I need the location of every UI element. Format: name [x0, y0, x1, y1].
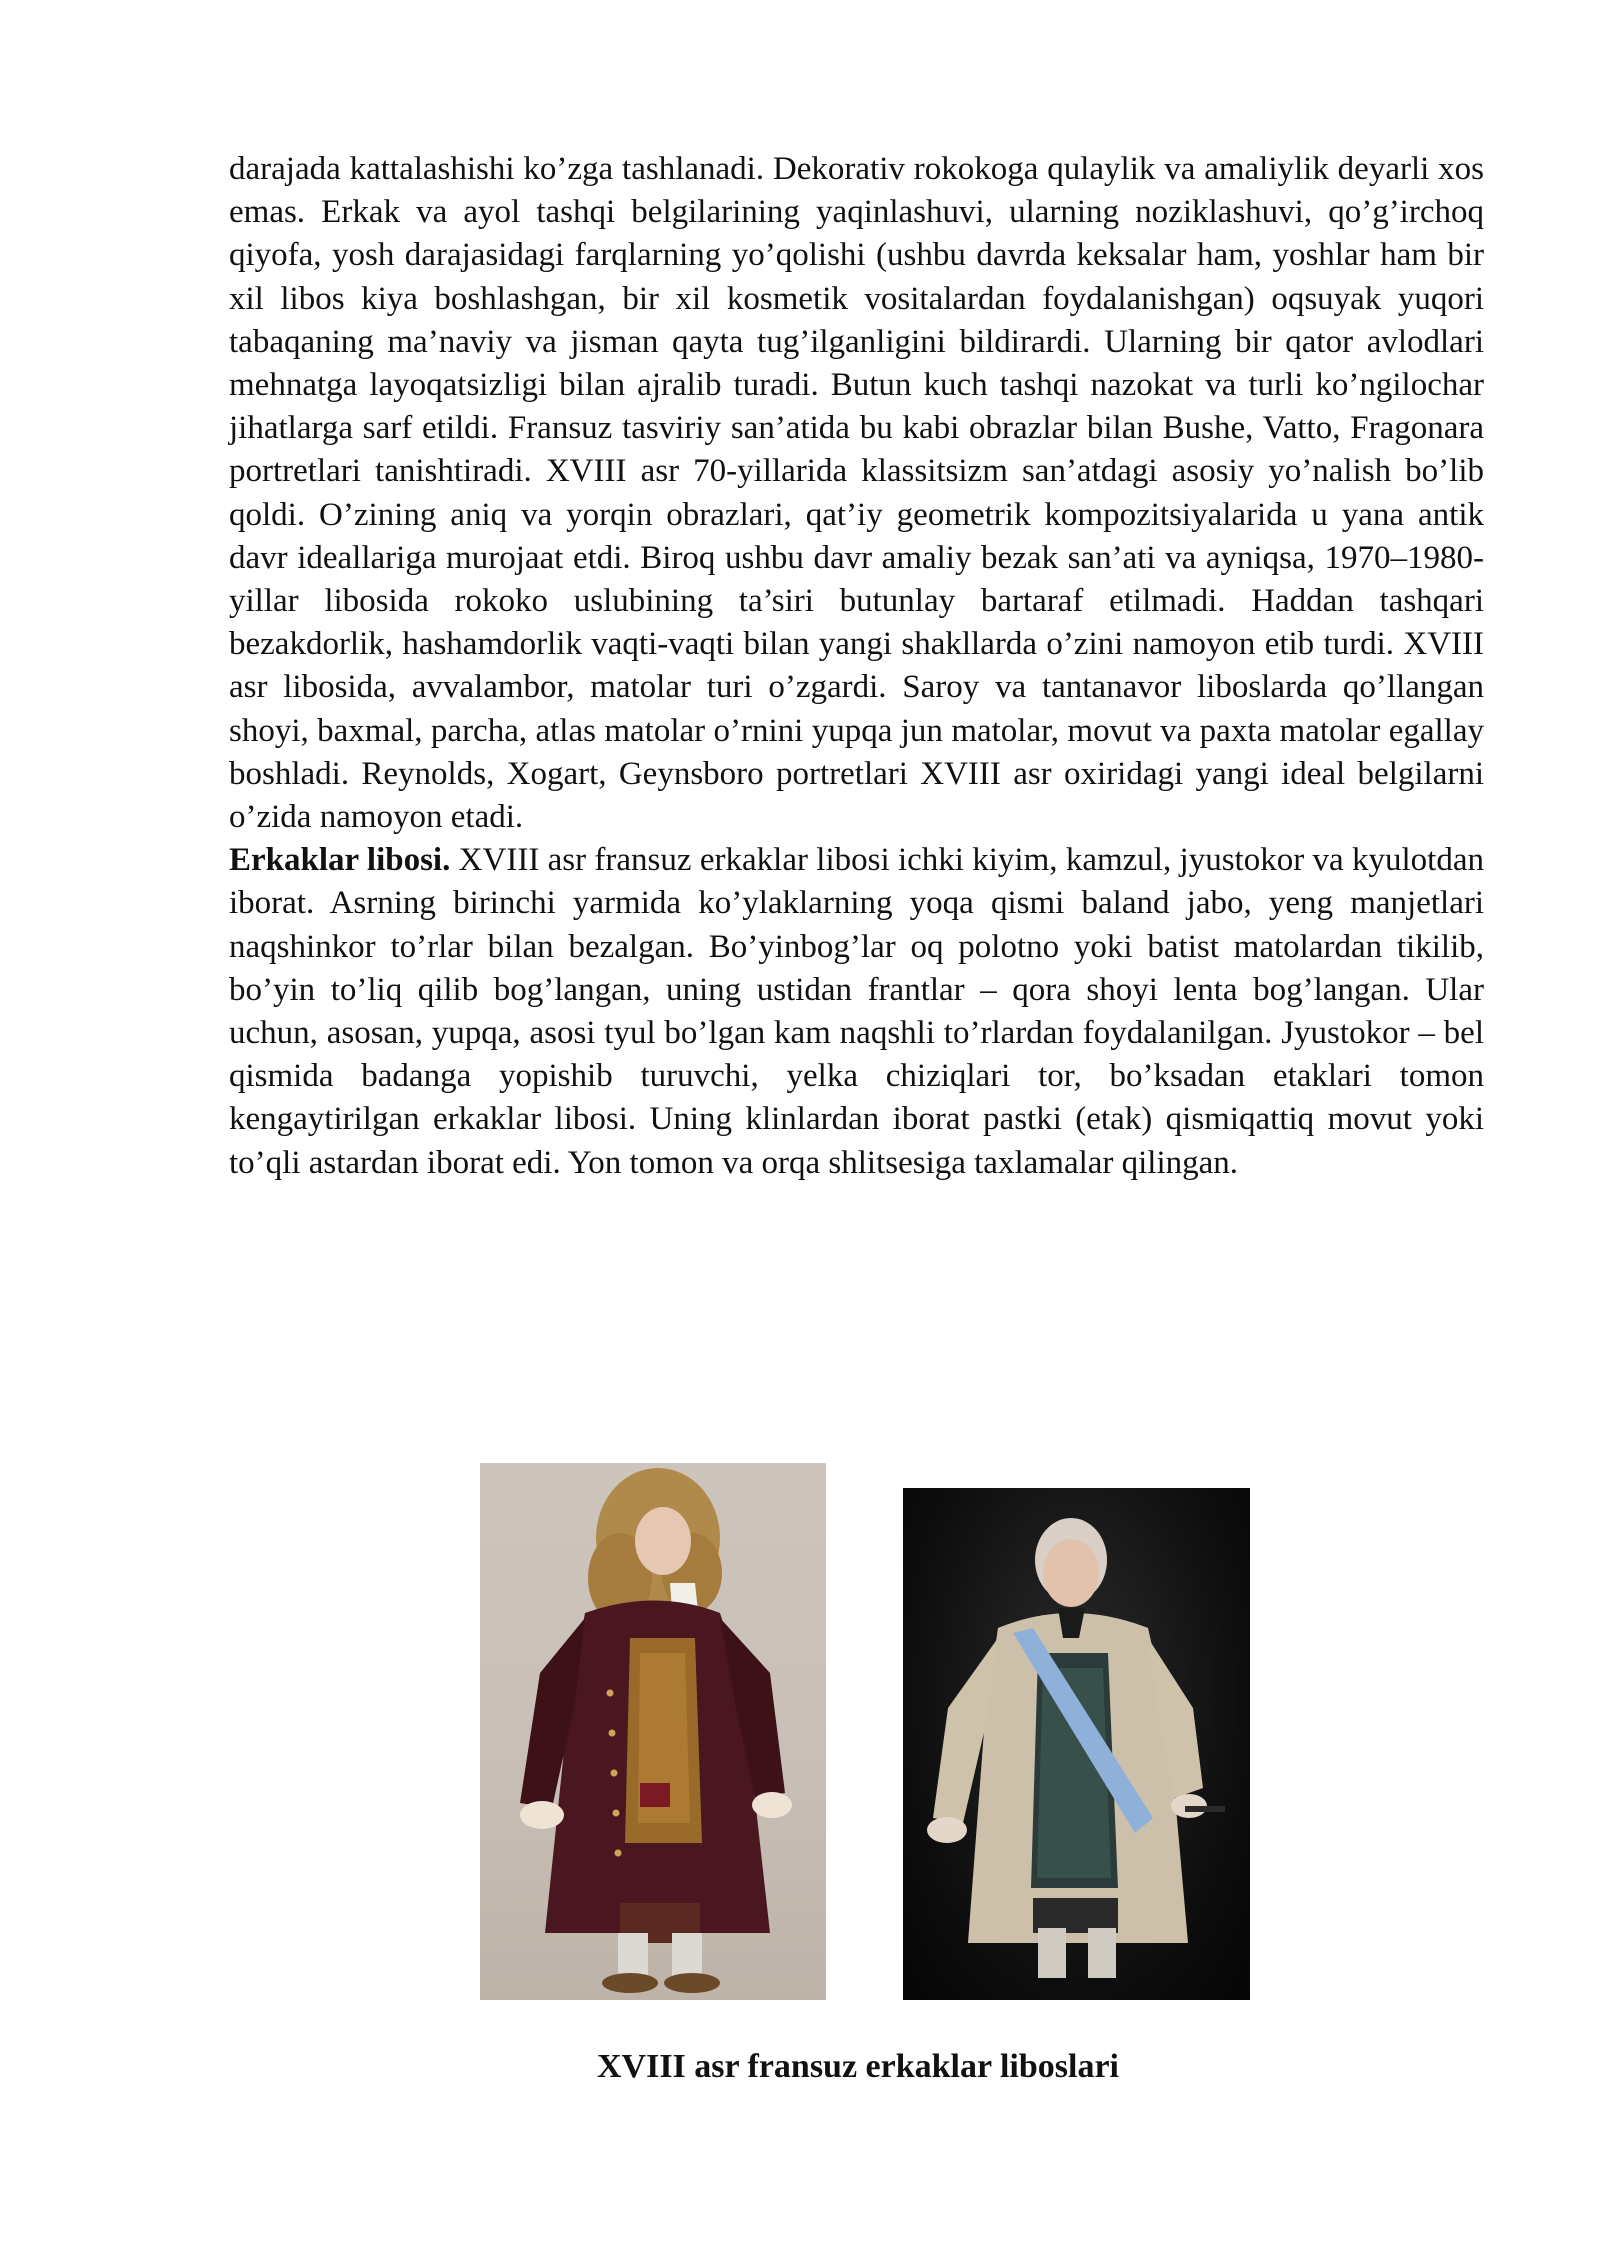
costume-illustration-left — [480, 1463, 826, 2000]
body-text — [229, 148, 1484, 1185]
figure-costume-brocade-coat — [903, 1488, 1250, 2000]
paragraph-men-clothing-body: XVIII asr fransuz erkaklar libosi ichki kiyim, kamzul, jyustokor va kyulotdan iborat. Asrning birinchi yarmida ko’ylaklarning yoqa qismi baland jabo, yeng manjetlari naqshinkor to’rlar bilan bezalgan. Bo’yinbog’lar oq polotno yoki batist matolardan tikilib, bo’yin to’liq qilib bog’langan, uning ustidan frantlar – qora shoyi lenta bog’langan. Ular uchun, asosan, yupqa, asosi tyul bo’lgan kam naqshli to’rlardan foydalanilgan. Jyustokor – bel qismida badanga yopishib turuvchi, yelka chiziqlari tor, bo’ksadan etaklari tomon kengaytirilgan erkaklar libosi. Uning klinlardan iborat pastki (etak) qismiqattiq movut yoki to’qli astardan iborat edi. Yon tomon va orqa shlitsesiga taxlamalar qilingan. — [229, 842, 1484, 1181]
paragraph-men-clothing — [229, 839, 1484, 1185]
costume-illustration-right — [903, 1488, 1250, 2000]
figure-caption: XVIII asr fransuz erkaklar liboslari — [596, 2048, 1119, 2085]
section-heading-erkaklar-libosi: Erkaklar libosi. — [229, 842, 451, 879]
paragraph-rococo: darajada kattalashishi ko’zga tashlanadi. Dekorativ rokokoga qulaylik va amaliylik deyarli xos emas. Erkak va ayol tashqi belgilarining yaqinlashuvi, ularning noziklashuvi, qo’g’irchoq qiyofa, yosh darajasidagi farqlarning yo’qolishi (ushbu davrda keksalar ham, yoshlar ham bir xil libos kiya boshlashgan, bir xil kosmetik vositalardan foydalanishgan) oqsuyak yuqori tabaqaning ma’naviy va jisman qayta tug’ilganligini bildirardi. Ularning bir qator avlodlari mehnatga layoqatsizligi bilan ajralib turadi. Butun kuch tashqi nazokat va turli ko’ngilochar jihatlarga sarf etildi. Fransuz tasviriy san’atida bu kabi obrazlar bilan Bushe, Vatto, Fragonara portretlari tanishtiradi. XVIII asr 70-yillarida klassitsizm san’atdagi asosiy yo’nalish bo’lib qoldi. O’zining aniq va yorqin obrazlari, qat’iy geometrik kompozitsiyalarida u yana antik davr ideallariga murojaat etdi. Biroq ushbu davr amaliy bezak san’ati va ayniqsa, 1970–1980-yillar libosida rokoko uslubining ta’siri butunlay bartaraf etilmadi. Haddan tashqari bezakdorlik, hashamdorlik vaqti-vaqti bilan yangi shakllarda o’zini namoyon etib turdi. XVIII asr libosida, avvalambor, matolar turi o’zgardi. Saroy va tantanavor liboslarda qo’llangan shoyi, baxmal, parcha, atlas matolar o’rnini yupqa jun matolar, movut va paxta matolar egallay boshladi. Reynolds, Xogart, Geynsboro portretlari XVIII asr oxiridagi yangi ideal belgilarni o’zida namoyon etadi. — [229, 151, 1484, 836]
figure-costume-burgundy-coat — [480, 1463, 826, 2000]
